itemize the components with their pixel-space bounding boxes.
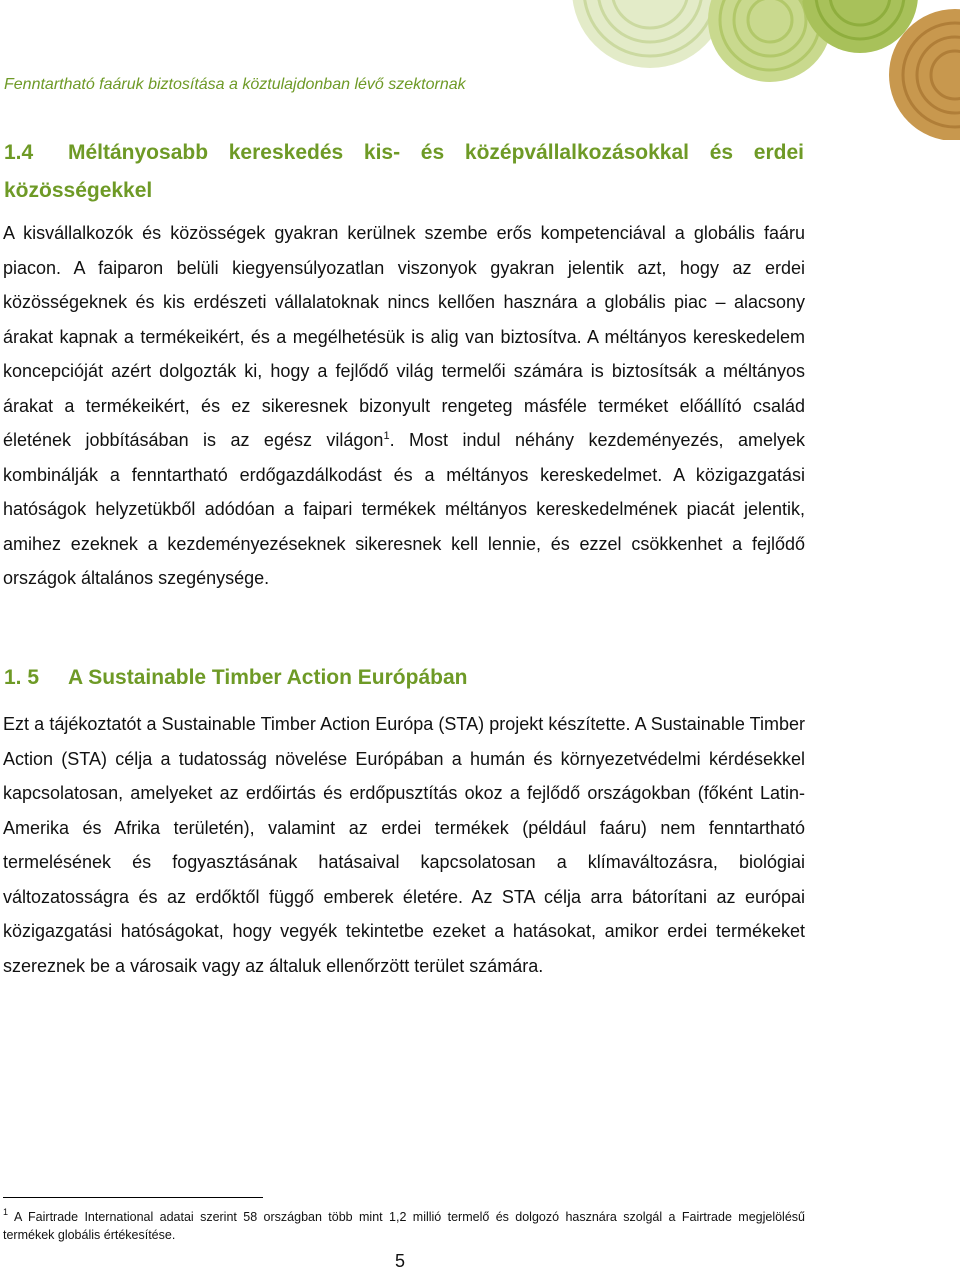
footnote [3, 1205, 805, 1244]
section-number: 1.4 [4, 141, 34, 164]
section-number: 1. 5 [4, 666, 40, 689]
section-heading-1-5 [4, 663, 467, 693]
footnote-text: A Fairtrade International adatai szerint 58 országban több mint 1,2 millió termelő és dolgozó hasznára szolgál a Fairtrade megjelölésű termékek globális értékesítése. [3, 1210, 805, 1242]
page-number: 5 [395, 1251, 406, 1271]
section-title: A Sustainable Timber Action Európában [68, 666, 468, 689]
paragraph-text: A kisvállalkozók és közösségek gyakran kerülnek szembe erős kompetenciával a globális faáru piacon. A faiparon belüli kiegyensúlyozatlan viszonyok gyakran jelentik azt, hogy az erdei közösségeknek és kis erdészeti vállalatoknak nincs kellően hasznára a globális piac – alacsony árakat kapnak a termékeikért, és a megélhetésük is alig van biztosítva. A méltányos kereskedelem koncepcióját azért dolgozták ki, hogy a fejlődő világ termelői számára is biztosítsák a méltányos árakat a termékeikért, és ez sikeresnek bizonyult rengeteg másféle terméket előállító család életének jobbításában is az egész világon [3, 223, 805, 450]
section-heading-1-4 [4, 134, 804, 210]
footnote-reference[interactable]: 1 [383, 430, 390, 442]
tree-ring-icon [540, 0, 960, 140]
paragraph-text-cont: . Most indul néhány kezdeményezés, amelyek kombinálják a fenntartható erdőgazdálkodást és a méltányos kereskedelmet. A közigazgatási hatóságok helyzetükből adódóan a faipari termékek méltányos kereskedelmének piacát jelentik, amihez ezeknek a kezdeményezéseknek sikeresnek kell lennie, és ezzel csökkenhet a fejlődő országok általános szegénysége. [3, 430, 805, 588]
section-1-5-body: Ezt a tájékoztatót a Sustainable Timber Action Európa (STA) projekt készítette. A Sustainable Timber Action (STA) célja a tudatosság növelése Európában a humán és környezetvédelmi kérdésekkel kapcsolatosan, amelyeket az erdőirtás és erdőpusztítás okoz a fejlődő országokban (főként Latin-Amerika és Afrika területén), valamint az erdei termékek (például faáru) nem fenntartható termelésének és fogyasztásának hatásaival kapcsolatosan a klímaváltozásra, biológiai változatosságra és az erdőktől függő emberek életére. Az STA célja arra bátorítani az európai közigazgatási hatóságokat, hogy vegyék tekintetbe ezeket a hatásokat, amikor erdei termékeket szereznek be a városaik vagy az általuk ellenőrzött terület számára. [3, 714, 805, 976]
footnote-marker: 1 [3, 1207, 9, 1217]
section-title-line1: Méltányosabb kereskedés kis- és középvállalkozásokkal és erdei [68, 141, 804, 164]
section-title-line2: közösségekkel [4, 179, 153, 202]
running-header: Fenntartható faáruk biztosítása a köztulajdonban lévő szektornak [4, 76, 466, 93]
footnote-divider [3, 1197, 263, 1198]
section-1-4-body [3, 216, 805, 596]
